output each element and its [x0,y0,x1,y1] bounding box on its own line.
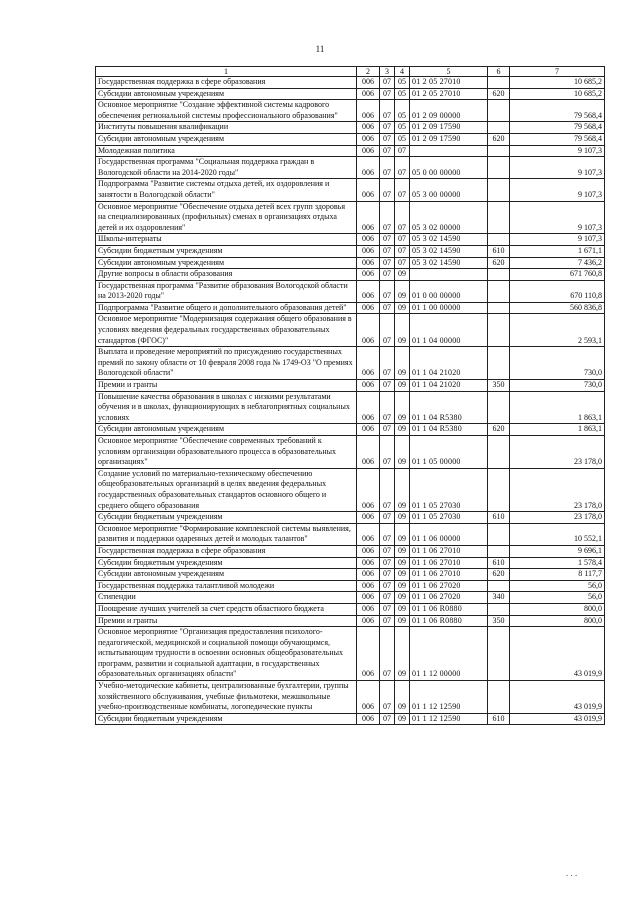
ministry-code-cell: 006 [357,88,380,100]
table-row [96,592,605,604]
target-article-cell: 01 1 12 12590 [410,681,488,714]
table-row [96,133,605,145]
table-row [96,122,605,134]
subsection-code-cell: 05 [395,122,410,134]
section-code-cell: 07 [380,523,395,545]
section-code-cell: 07 [380,545,395,557]
ministry-code-cell: 006 [357,133,380,145]
ministry-code-cell: 006 [357,269,380,281]
expense-type-cell [488,302,510,314]
ministry-code-cell: 006 [357,145,380,157]
subsection-code-cell: 09 [395,627,410,681]
subsection-code-cell: 09 [395,713,410,725]
section-code-cell: 07 [380,615,395,627]
table-row [96,234,605,246]
item-name-cell: Государственная поддержка талантливой молодежи [96,580,357,592]
expense-type-cell: 610 [488,557,510,569]
amount-cell: 730,0 [510,347,605,380]
target-article-cell: 01 1 12 00000 [410,627,488,681]
subsection-code-cell: 09 [395,592,410,604]
amount-cell: 9 107,3 [510,234,605,246]
expense-type-cell: 610 [488,245,510,257]
amount-cell: 671 760,8 [510,269,605,281]
item-name-cell: Институты повышения квалификации [96,122,357,134]
item-name-cell: Стипендии [96,592,357,604]
header-cell: 5 [410,67,488,77]
section-code-cell: 07 [380,257,395,269]
ministry-code-cell: 006 [357,557,380,569]
target-article-cell: 01 1 04 R5380 [410,424,488,436]
expense-type-cell: 610 [488,512,510,524]
expense-type-cell [488,269,510,281]
section-code-cell: 07 [380,77,395,89]
item-name-cell: Повышение качества образования в школах с низкими результатами обучения и в школах, функционирующих в неблагоприятных социальных условиях [96,391,357,424]
ministry-code-cell: 006 [357,468,380,511]
section-code-cell: 07 [380,314,395,347]
amount-cell: 79 568,4 [510,133,605,145]
section-code-cell: 07 [380,133,395,145]
amount-cell: 8 117,7 [510,569,605,581]
item-name-cell: Субсидии автономным учреждениям [96,88,357,100]
ministry-code-cell: 006 [357,523,380,545]
subsection-code-cell: 09 [395,424,410,436]
target-article-cell [410,269,488,281]
item-name-cell: Подпрограмма "Развитие системы отдыха детей, их оздоровления и занятости в Вологодской области" [96,179,357,201]
amount-cell: 10 552,1 [510,523,605,545]
section-code-cell: 07 [380,468,395,511]
expense-type-cell [488,681,510,714]
amount-cell: 43 019,9 [510,713,605,725]
ministry-code-cell: 006 [357,347,380,380]
section-code-cell: 07 [380,569,395,581]
item-name-cell: Создание условий по материально-техническому обеспечению общеобразовательных организаций в целях введения федеральных государственных образовательных стандартов основного общего и среднего общего образования [96,468,357,511]
subsection-code-cell: 05 [395,77,410,89]
table-row [96,713,605,725]
subsection-code-cell: 07 [395,179,410,201]
table-row [96,314,605,347]
amount-cell: 9 107,3 [510,145,605,157]
table-row [96,681,605,714]
item-name-cell: Школы-интернаты [96,234,357,246]
amount-cell: 1 863,1 [510,424,605,436]
ministry-code-cell: 006 [357,391,380,424]
target-article-cell: 05 3 02 14590 [410,234,488,246]
subsection-code-cell: 09 [395,468,410,511]
expense-type-cell: 610 [488,713,510,725]
section-code-cell: 07 [380,347,395,380]
item-name-cell: Субсидии бюджетным учреждениям [96,713,357,725]
target-article-cell: 05 3 00 00000 [410,179,488,201]
amount-cell: 43 019,9 [510,681,605,714]
ministry-code-cell: 006 [357,157,380,179]
amount-cell: 9 107,3 [510,201,605,234]
target-article-cell: 01 1 00 00000 [410,302,488,314]
amount-cell: 43 019,9 [510,627,605,681]
section-code-cell: 07 [380,269,395,281]
amount-cell: 10 685,2 [510,77,605,89]
expense-type-cell: 620 [488,133,510,145]
target-article-cell: 05 3 02 14590 [410,245,488,257]
table-row [96,145,605,157]
section-code-cell: 07 [380,681,395,714]
item-name-cell: Государственная поддержка в сфере образования [96,77,357,89]
header-cell: 2 [357,67,380,77]
table-row [96,603,605,615]
section-code-cell: 07 [380,580,395,592]
item-name-cell: Основное мероприятие "Формирование комплексной системы выявления, развития и поддержки одаренных детей и молодых талантов" [96,523,357,545]
expense-type-cell [488,77,510,89]
section-code-cell: 07 [380,302,395,314]
section-code-cell: 07 [380,603,395,615]
section-code-cell: 07 [380,713,395,725]
subsection-code-cell: 09 [395,269,410,281]
section-code-cell: 07 [380,380,395,392]
target-article-cell: 01 1 06 27010 [410,557,488,569]
target-article-cell: 01 2 05 27010 [410,77,488,89]
table-row [96,257,605,269]
table-row [96,545,605,557]
item-name-cell: Государственная поддержка в сфере образования [96,545,357,557]
amount-cell: 1 671,1 [510,245,605,257]
target-article-cell: 01 0 00 00000 [410,280,488,302]
item-name-cell: Субсидии автономным учреждениям [96,424,357,436]
subsection-code-cell: 09 [395,280,410,302]
ministry-code-cell: 006 [357,257,380,269]
section-code-cell: 07 [380,436,395,469]
section-code-cell: 07 [380,391,395,424]
expense-type-cell [488,145,510,157]
page-number: 11 [315,44,325,54]
subsection-code-cell: 09 [395,603,410,615]
target-article-cell: 05 3 02 00000 [410,201,488,234]
table-row [96,627,605,681]
expense-type-cell [488,179,510,201]
subsection-code-cell: 05 [395,133,410,145]
table-row [96,436,605,469]
target-article-cell: 01 1 06 00000 [410,523,488,545]
table-row [96,269,605,281]
section-code-cell: 07 [380,179,395,201]
ministry-code-cell: 006 [357,713,380,725]
table-row [96,88,605,100]
scan-artifact: . . . [566,868,578,878]
target-article-cell: 01 1 05 27030 [410,512,488,524]
target-article-cell: 01 1 06 27020 [410,592,488,604]
ministry-code-cell: 006 [357,603,380,615]
expense-type-cell [488,545,510,557]
target-article-cell: 01 1 04 00000 [410,314,488,347]
table-row [96,77,605,89]
subsection-code-cell: 09 [395,580,410,592]
header-cell: 4 [395,67,410,77]
section-code-cell: 07 [380,234,395,246]
table-row [96,201,605,234]
subsection-code-cell: 09 [395,314,410,347]
ministry-code-cell: 006 [357,580,380,592]
amount-cell: 560 836,8 [510,302,605,314]
item-name-cell: Основное мероприятие "Обеспечение отдыха детей всех групп здоровья на специализированных (профильных) сменах в организациях отдыха детей и их оздоровления" [96,201,357,234]
target-article-cell: 01 1 06 27020 [410,580,488,592]
ministry-code-cell: 006 [357,424,380,436]
item-name-cell: Подпрограмма "Развитие общего и дополнительного образования детей" [96,302,357,314]
expense-type-cell [488,234,510,246]
expense-type-cell: 350 [488,615,510,627]
item-name-cell: Основное мероприятие "Создание эффективной системы кадрового обеспечения региональной системы профессионального образования" [96,100,357,122]
expense-type-cell [488,122,510,134]
target-article-cell: 05 0 00 00000 [410,157,488,179]
target-article-cell: 01 2 05 27010 [410,88,488,100]
ministry-code-cell: 006 [357,245,380,257]
item-name-cell: Субсидии бюджетным учреждениям [96,557,357,569]
expense-type-cell: 350 [488,380,510,392]
table-row [96,245,605,257]
table-row [96,302,605,314]
amount-cell: 79 568,4 [510,122,605,134]
target-article-cell: 01 2 09 17590 [410,122,488,134]
expense-type-cell [488,523,510,545]
amount-cell: 1 578,4 [510,557,605,569]
section-code-cell: 07 [380,201,395,234]
table-row [96,468,605,511]
subsection-code-cell: 07 [395,145,410,157]
section-code-cell: 07 [380,100,395,122]
expense-type-cell [488,468,510,511]
amount-cell: 79 568,4 [510,100,605,122]
expense-type-cell [488,100,510,122]
amount-cell: 7 436,2 [510,257,605,269]
ministry-code-cell: 006 [357,512,380,524]
subsection-code-cell: 09 [395,436,410,469]
amount-cell: 9 107,3 [510,179,605,201]
target-article-cell [410,145,488,157]
expense-type-cell [488,280,510,302]
item-name-cell: Субсидии бюджетным учреждениям [96,245,357,257]
item-name-cell: Субсидии автономным учреждениям [96,569,357,581]
subsection-code-cell: 09 [395,615,410,627]
expense-type-cell [488,157,510,179]
ministry-code-cell: 006 [357,122,380,134]
table-row [96,100,605,122]
item-name-cell: Премии и гранты [96,380,357,392]
subsection-code-cell: 09 [395,523,410,545]
ministry-code-cell: 006 [357,380,380,392]
table-row [96,157,605,179]
table-row [96,380,605,392]
ministry-code-cell: 006 [357,77,380,89]
subsection-code-cell: 07 [395,257,410,269]
table-row [96,557,605,569]
item-name-cell: Государственная программа "Развитие образования Вологодской области на 2013-2020 годы" [96,280,357,302]
table-row [96,347,605,380]
ministry-code-cell: 006 [357,201,380,234]
subsection-code-cell: 09 [395,569,410,581]
amount-cell: 730,0 [510,380,605,392]
ministry-code-cell: 006 [357,179,380,201]
ministry-code-cell: 006 [357,100,380,122]
item-name-cell: Основное мероприятие "Модернизация содержания общего образования в условиях введения федеральных государственных образовательных стандартов (ФГОС)" [96,314,357,347]
subsection-code-cell: 05 [395,100,410,122]
ministry-code-cell: 006 [357,234,380,246]
ministry-code-cell: 006 [357,615,380,627]
target-article-cell: 01 1 06 27010 [410,569,488,581]
target-article-cell: 01 1 04 R5380 [410,391,488,424]
expense-type-cell [488,391,510,424]
target-article-cell: 01 1 12 12590 [410,713,488,725]
amount-cell: 670 110,8 [510,280,605,302]
expense-type-cell [488,314,510,347]
amount-cell: 800,0 [510,603,605,615]
subsection-code-cell: 07 [395,201,410,234]
amount-cell: 23 178,0 [510,512,605,524]
table-header-row [96,67,605,77]
ministry-code-cell: 006 [357,569,380,581]
section-code-cell: 07 [380,557,395,569]
subsection-code-cell: 07 [395,245,410,257]
subsection-code-cell: 05 [395,88,410,100]
item-name-cell: Премии и гранты [96,615,357,627]
table-row [96,179,605,201]
subsection-code-cell: 07 [395,157,410,179]
expense-type-cell: 340 [488,592,510,604]
amount-cell: 10 685,2 [510,88,605,100]
expense-type-cell [488,201,510,234]
target-article-cell: 01 2 09 17590 [410,133,488,145]
budget-table [95,66,605,725]
amount-cell: 23 178,0 [510,436,605,469]
target-article-cell: 01 2 09 00000 [410,100,488,122]
expense-type-cell [488,627,510,681]
header-cell: 6 [488,67,510,77]
item-name-cell: Субсидии автономным учреждениям [96,133,357,145]
section-code-cell: 07 [380,592,395,604]
item-name-cell: Государственная программа "Социальная поддержка граждан в Вологодской области на 2014-2020 годы" [96,157,357,179]
ministry-code-cell: 006 [357,436,380,469]
item-name-cell: Субсидии бюджетным учреждениям [96,512,357,524]
section-code-cell: 07 [380,88,395,100]
item-name-cell: Поощрение лучших учителей за счет средств областного бюджета [96,603,357,615]
item-name-cell: Учебно-методические кабинеты, централизованные бухгалтерии, группы хозяйственного обслуживания, учебные фильмотеки, межшкольные учебно-производственные комбинаты, логопедические пункты [96,681,357,714]
target-article-cell: 05 3 02 14590 [410,257,488,269]
item-name-cell: Выплата и проведение мероприятий по присуждению государственных премий по закону области от 10 февраля 2008 года № 1749-ОЗ "О премиях Вологодской области" [96,347,357,380]
subsection-code-cell: 09 [395,391,410,424]
target-article-cell: 01 1 06 R0880 [410,615,488,627]
section-code-cell: 07 [380,122,395,134]
item-name-cell: Другие вопросы в области образования [96,269,357,281]
header-cell: 1 [96,67,357,77]
subsection-code-cell: 09 [395,302,410,314]
table-row [96,580,605,592]
ministry-code-cell: 006 [357,592,380,604]
amount-cell: 56,0 [510,580,605,592]
subsection-code-cell: 09 [395,545,410,557]
ministry-code-cell: 006 [357,545,380,557]
table-row [96,280,605,302]
target-article-cell: 01 1 05 27030 [410,468,488,511]
target-article-cell: 01 1 04 21020 [410,380,488,392]
section-code-cell: 07 [380,512,395,524]
table-row [96,424,605,436]
expense-type-cell [488,436,510,469]
subsection-code-cell: 09 [395,380,410,392]
section-code-cell: 07 [380,627,395,681]
header-cell: 7 [510,67,605,77]
expense-type-cell: 620 [488,569,510,581]
expense-type-cell: 620 [488,424,510,436]
item-name-cell: Основное мероприятие "Обеспечение современных требований к условиям организации образовательного процесса в образовательных организациях" [96,436,357,469]
header-cell: 3 [380,67,395,77]
subsection-code-cell: 09 [395,681,410,714]
item-name-cell: Субсидии автономным учреждениям [96,257,357,269]
section-code-cell: 07 [380,157,395,179]
target-article-cell: 01 1 06 R0880 [410,603,488,615]
expense-type-cell: 620 [488,257,510,269]
expense-type-cell [488,347,510,380]
amount-cell: 1 863,1 [510,391,605,424]
target-article-cell: 01 1 06 27010 [410,545,488,557]
table-row [96,523,605,545]
amount-cell: 23 178,0 [510,468,605,511]
amount-cell: 9 107,3 [510,157,605,179]
section-code-cell: 07 [380,424,395,436]
subsection-code-cell: 09 [395,557,410,569]
amount-cell: 800,0 [510,615,605,627]
target-article-cell: 01 1 05 00000 [410,436,488,469]
expense-type-cell [488,580,510,592]
subsection-code-cell: 07 [395,234,410,246]
amount-cell: 2 593,1 [510,314,605,347]
ministry-code-cell: 006 [357,681,380,714]
table-row [96,391,605,424]
subsection-code-cell: 09 [395,512,410,524]
table-row [96,615,605,627]
ministry-code-cell: 006 [357,280,380,302]
section-code-cell: 07 [380,245,395,257]
item-name-cell: Молодежная политика [96,145,357,157]
expense-type-cell: 620 [488,88,510,100]
expense-type-cell [488,603,510,615]
ministry-code-cell: 006 [357,314,380,347]
section-code-cell: 07 [380,280,395,302]
table-row [96,569,605,581]
item-name-cell: Основное мероприятие "Организация предоставления психолого-педагогической, медицинской и социальной помощи обучающимся, испытывающим трудности в освоении основных общеобразовательных программ, развитии и социальной адаптации, в государственных образовательных организациях области" [96,627,357,681]
table-row [96,512,605,524]
subsection-code-cell: 09 [395,347,410,380]
ministry-code-cell: 006 [357,627,380,681]
target-article-cell: 01 1 04 21020 [410,347,488,380]
section-code-cell: 07 [380,145,395,157]
amount-cell: 9 696,1 [510,545,605,557]
amount-cell: 56,0 [510,592,605,604]
ministry-code-cell: 006 [357,302,380,314]
